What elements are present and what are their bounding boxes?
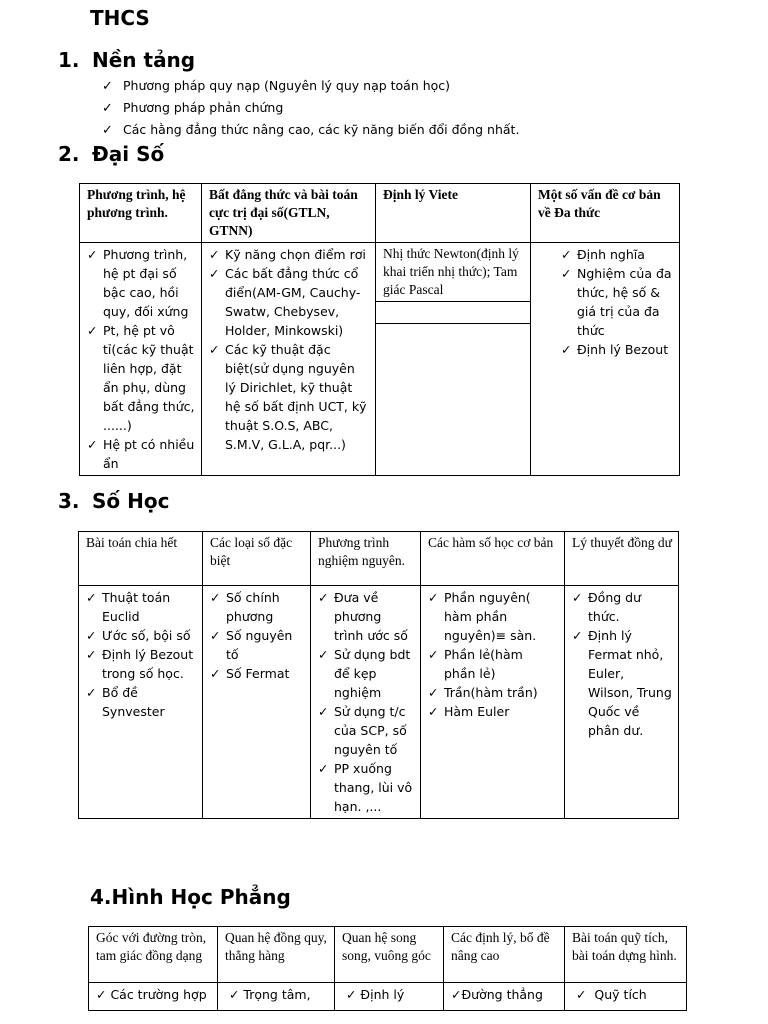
list-item: [86, 645, 196, 683]
list-item: [572, 588, 672, 626]
table-cell: [376, 243, 531, 476]
plane-geometry-table: [88, 926, 687, 1011]
table-cell: [89, 983, 218, 1011]
section-2-title: Đại Số: [92, 142, 165, 166]
list-item: [87, 245, 195, 321]
list-item: [102, 119, 519, 141]
list-item: [318, 645, 414, 702]
checkmark-icon: ✓: [318, 647, 329, 662]
table-header-row: [80, 184, 680, 243]
list-item-text: Phần nguyên( hàm phần nguyên)≡ sàn.: [444, 590, 537, 643]
checkmark-icon: ✓: [318, 704, 329, 719]
table-header-cell: Định lý Viete: [376, 184, 531, 243]
table-header-row: [79, 532, 679, 586]
checkmark-icon: ✓: [561, 342, 572, 357]
table-cell: [444, 983, 565, 1011]
checkmark-icon: ✓: [210, 590, 221, 605]
list-item: [318, 759, 414, 816]
list-item: [210, 626, 304, 664]
cell-text: Trọng tâm,: [243, 987, 311, 1002]
list-item: [428, 645, 558, 683]
checkmark-icon: ✓: [86, 685, 97, 700]
list-item: [209, 340, 369, 454]
checkmark-icon: ✓: [209, 342, 220, 357]
table-cell: [218, 983, 335, 1011]
list-item-text: Phần lẻ(hàm phần lẻ): [444, 647, 523, 681]
list-item-text: Ước số, bội số: [102, 628, 191, 643]
list-item-text: Các kỹ thuật đặc biệt(sử dụng nguyên lý Dirichlet, kỹ thuật hệ số bất định UCT, kỹ thuật S.O.S, ABC, S.M.V, G.L.A, pqr...): [225, 342, 367, 452]
cell-text: Các trường hợp: [110, 987, 207, 1002]
cell-text: Định lý: [360, 987, 405, 1002]
list-item: [561, 264, 673, 340]
table-cell: [335, 983, 444, 1011]
checkmark-icon: ✓: [210, 628, 221, 643]
checkmark-icon: ✓: [428, 590, 439, 605]
table-header-cell: Quan hệ song song, vuông góc: [335, 927, 444, 983]
list-item: [318, 702, 414, 759]
list-item: [210, 588, 304, 626]
list-item: [102, 97, 519, 119]
table-header-cell: Các định lý, bổ đề nâng cao: [444, 927, 565, 983]
checkmark-icon: ✓: [86, 590, 97, 605]
checkmark-icon: ✓: [87, 437, 98, 452]
table-cell: [421, 586, 565, 819]
checkmark-icon: ✓: [561, 247, 572, 262]
list-item-text: Thuật toán Euclid: [102, 590, 171, 624]
table-cell: [531, 243, 680, 476]
list-item: [209, 245, 369, 264]
checkmark-icon: ✓: [102, 101, 113, 116]
checkmark-icon: ✓: [102, 123, 113, 138]
list-item-text: Kỹ năng chọn điểm rơi: [225, 247, 366, 262]
checkmark-icon: ✓: [209, 266, 220, 281]
section-3-number: 3.: [58, 489, 80, 513]
list-item-text: Sử dụng bdt để kẹp nghiệm: [334, 647, 411, 700]
list-item-text: Phương trình, hệ pt đại số bậc cao, hồi quy, đối xứng: [103, 247, 189, 319]
checkmark-icon: ✓: [96, 987, 111, 1002]
list-item: [318, 588, 414, 645]
table-cell: [565, 983, 687, 1011]
checkmark-icon: ✓: [318, 761, 329, 776]
section-2-number: 2.: [58, 142, 80, 166]
list-item: [87, 321, 195, 435]
viete-content: Nhị thức Newton(định lý khai triển nhị thức); Tam giác Pascal: [376, 243, 530, 302]
list-item: [561, 245, 673, 264]
list-item: [86, 683, 196, 721]
algebra-table: [79, 183, 680, 476]
list-item: [561, 340, 673, 359]
checkmark-icon: ✓: [572, 987, 595, 1002]
checkmark-icon: ✓: [210, 666, 221, 681]
section-4-heading: 4.Hình Học Phẳng: [90, 885, 291, 909]
list-item: [428, 588, 558, 645]
section-1-number: 1.: [58, 48, 80, 72]
list-item: [428, 702, 558, 721]
checkmark-icon: ✓: [225, 987, 244, 1002]
section-1-list: [102, 75, 519, 141]
table-header-cell: Góc với đường tròn, tam giác đồng dạng: [89, 927, 218, 983]
section-2-heading: [58, 142, 164, 166]
table-header-cell: Các loại số đặc biệt: [203, 532, 311, 586]
number-theory-table: [78, 531, 679, 819]
list-item: [102, 75, 519, 97]
table-header-cell: Bài toán chia hết: [79, 532, 203, 586]
list-item-text: Định nghĩa: [577, 247, 645, 262]
checkmark-icon: ✓: [572, 590, 583, 605]
table-cell: [203, 586, 311, 819]
list-item-text: Số Fermat: [226, 666, 290, 681]
table-cell: [79, 586, 203, 819]
section-3-heading: [58, 489, 169, 513]
table-row: [89, 983, 687, 1011]
table-cell: [80, 243, 202, 476]
list-item: [87, 435, 195, 473]
table-header-cell: Lý thuyết đồng dư: [565, 532, 679, 586]
checkmark-icon: ✓: [209, 247, 220, 262]
list-item-text: Các hằng đẳng thức nâng cao, các kỹ năng biến đổi đồng nhất.: [123, 122, 520, 137]
list-item-text: Đưa về phương trình ước số: [334, 590, 408, 643]
table-header-cell: Một số vấn đề cơ bản về Đa thức: [531, 184, 680, 243]
list-item-text: Pt, hệ pt vô tỉ(các kỹ thuật liên hợp, đặt ẩn phụ, dùng bất đẳng thức, ......): [103, 323, 195, 433]
list-item-text: Phương pháp quy nạp (Nguyên lý quy nạp toán học): [123, 78, 451, 93]
table-header-cell: Bài toán quỹ tích, bài toán dựng hình.: [565, 927, 687, 983]
section-3-title: Số Học: [92, 489, 170, 513]
checkmark-icon: ✓: [428, 704, 439, 719]
list-item-text: Đồng dư thức.: [588, 590, 642, 624]
cell-text: Đường thẳng: [461, 987, 543, 1002]
list-item-text: PP xuống thang, lùi vô hạn. ,...: [334, 761, 413, 814]
cell-text: Quỹ tích: [594, 987, 647, 1002]
checkmark-icon: ✓: [102, 79, 113, 94]
list-item: [428, 683, 558, 702]
document-title: THCS: [90, 6, 150, 30]
list-item-text: Hàm Euler: [444, 704, 510, 719]
table-cell: [311, 586, 421, 819]
list-item: [209, 264, 369, 340]
list-item: [86, 588, 196, 626]
table-header-cell: Phương trình, hệ phương trình.: [80, 184, 202, 243]
empty-subcell: [376, 302, 530, 324]
checkmark-icon: ✓: [86, 647, 97, 662]
section-1-heading: [58, 48, 195, 72]
list-item: [86, 626, 196, 645]
table-row: [79, 586, 679, 819]
section-1-title: Nền tảng: [92, 48, 196, 72]
checkmark-icon: ✓: [86, 628, 97, 643]
list-item-text: Số chính phương: [226, 590, 280, 624]
table-cell: [565, 586, 679, 819]
table-header-cell: Quan hệ đồng quy, thẳng hàng: [218, 927, 335, 983]
table-row: [80, 243, 680, 476]
list-item-text: Sử dụng t/c của SCP, số nguyên tố: [334, 704, 407, 757]
list-item: [210, 664, 304, 683]
list-item-text: Các bất đẳng thức cổ điển(AM-GM, Cauchy-Swatw, Chebysev, Holder, Minkowski): [225, 266, 361, 338]
checkmark-icon: ✓: [428, 647, 439, 662]
list-item-text: Định lý Fermat nhỏ, Euler, Wilson, Trung Quốc về phân dư.: [588, 628, 672, 738]
table-cell: [202, 243, 376, 476]
list-item-text: Định lý Bezout: [577, 342, 669, 357]
list-item-text: Số nguyên tố: [226, 628, 293, 662]
checkmark-icon: ✓: [87, 323, 98, 338]
list-item-text: Hệ pt có nhiều ẩn: [103, 437, 195, 471]
table-header-cell: Các hàm số học cơ bản: [421, 532, 565, 586]
checkmark-icon: ✓: [428, 685, 439, 700]
checkmark-icon: ✓: [572, 628, 583, 643]
table-header-row: [89, 927, 687, 983]
list-item-text: Định lý Bezout trong số học.: [102, 647, 194, 681]
table-header-cell: Phương trình nghiệm nguyên.: [311, 532, 421, 586]
checkmark-icon: ✓: [561, 266, 572, 281]
checkmark-icon: ✓: [318, 590, 329, 605]
list-item-text: Phương pháp phản chứng: [123, 100, 284, 115]
table-header-cell: Bất đẳng thức và bài toán cực trị đại số(GTLN, GTNN): [202, 184, 376, 243]
list-item-text: Bổ đề Synvester: [102, 685, 165, 719]
list-item-text: Nghiệm của đa thức, hệ số & giá trị của đa thức: [577, 266, 672, 338]
checkmark-icon: ✓: [342, 987, 361, 1002]
list-item: [572, 626, 672, 740]
list-item-text: Trần(hàm trần): [444, 685, 538, 700]
checkmark-icon: ✓: [451, 987, 462, 1002]
checkmark-icon: ✓: [87, 247, 98, 262]
